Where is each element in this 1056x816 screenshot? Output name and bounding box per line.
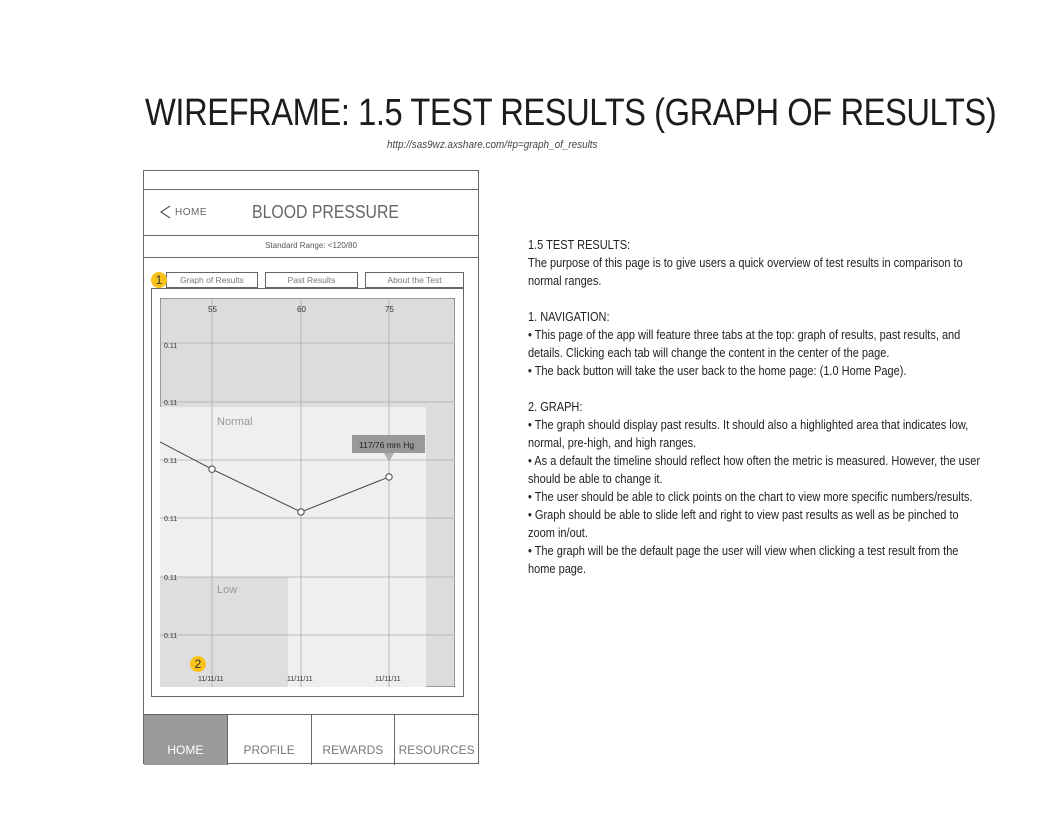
y-tick-label: 0.11 <box>164 516 178 523</box>
y-tick-label: 0.11 <box>164 400 178 407</box>
back-label: HOME <box>175 206 207 218</box>
normal-zone <box>160 407 426 577</box>
screen-title: BLOOD PRESSURE <box>252 202 400 222</box>
data-point[interactable] <box>209 466 215 472</box>
nav-rewards[interactable]: REWARDS <box>311 715 395 765</box>
desc-paragraph: • The graph will be the default page the user will view when clicking a test result from the home page. <box>528 544 959 576</box>
desc-heading: 1. NAVIGATION: <box>528 310 610 324</box>
desc-paragraph: The purpose of this page is to give users a quick overview of test results in comparison to normal ranges. <box>528 256 963 288</box>
light-band <box>288 577 426 687</box>
data-point[interactable] <box>298 509 304 515</box>
x-top-label: 60 <box>297 305 306 314</box>
results-chart[interactable] <box>160 298 455 687</box>
x-date-label: 11/11/11 <box>198 676 224 683</box>
app-header <box>144 189 478 236</box>
desc-paragraph: • The back button will take the user back to the home page: (1.0 Home Page). <box>528 364 907 378</box>
y-tick-label: 0.11 <box>164 343 178 350</box>
desc-paragraph: • This page of the app will feature three tabs at the top: graph of results, past results, and details. Clicking each tab will change the content in the center of the page. <box>528 328 961 360</box>
tab-graph-of-results[interactable]: Graph of Results <box>166 272 258 288</box>
desc-paragraph: • The graph should display past results. It should also a highlighted area that indicates low, normal, pre-high, and high ranges. <box>528 418 969 450</box>
zone-label-low: Low <box>217 584 238 596</box>
x-top-label: 55 <box>208 305 217 314</box>
desc-heading: 1.5 TEST RESULTS: <box>528 238 631 252</box>
desc-heading: 2. GRAPH: <box>528 400 583 414</box>
chevron-left-icon <box>159 205 171 219</box>
desc-paragraph: • As a default the timeline should reflect how often the metric is measured. However, the user should be able to change it. <box>528 454 981 486</box>
nav-home[interactable]: HOME <box>144 715 227 765</box>
page-title: WIREFRAME: 1.5 TEST RESULTS (GRAPH OF RESULTS) <box>145 92 997 134</box>
tab-past-results[interactable]: Past Results <box>265 272 358 288</box>
desc-paragraph: • The user should be able to click points on the chart to view more specific numbers/results. <box>528 490 973 504</box>
y-tick-label: 0.11 <box>164 575 178 582</box>
y-tick-label: 0.11 <box>164 633 178 640</box>
standard-range: Standard Range: <120/80 <box>144 235 478 258</box>
description <box>528 236 990 578</box>
back-button[interactable] <box>159 205 207 219</box>
x-top-label: 75 <box>385 305 394 314</box>
annotation-marker-1: 1 <box>151 272 167 288</box>
tab-about-the-test[interactable]: About the Test <box>365 272 464 288</box>
x-date-label: 11/11/11 <box>287 676 313 683</box>
x-date-label: 11/11/11 <box>375 676 401 683</box>
nav-profile[interactable]: PROFILE <box>227 715 311 765</box>
y-tick-label: 0.11 <box>164 458 178 465</box>
annotation-marker-2: 2 <box>190 656 206 672</box>
zone-label-normal: Normal <box>217 416 253 428</box>
nav-resources[interactable]: RESOURCES <box>394 715 478 765</box>
tooltip-text: 117/76 mm Hg <box>359 440 415 450</box>
bottom-nav <box>144 714 478 765</box>
data-point[interactable] <box>386 474 392 480</box>
prototype-url[interactable]: http://sas9wz.axshare.com/#p=graph_of_results <box>387 139 598 151</box>
phone-wireframe <box>143 170 479 764</box>
desc-paragraph: • Graph should be able to slide left and right to view past results as well as be pinched to zoom in/out. <box>528 508 959 540</box>
status-bar <box>144 171 478 190</box>
